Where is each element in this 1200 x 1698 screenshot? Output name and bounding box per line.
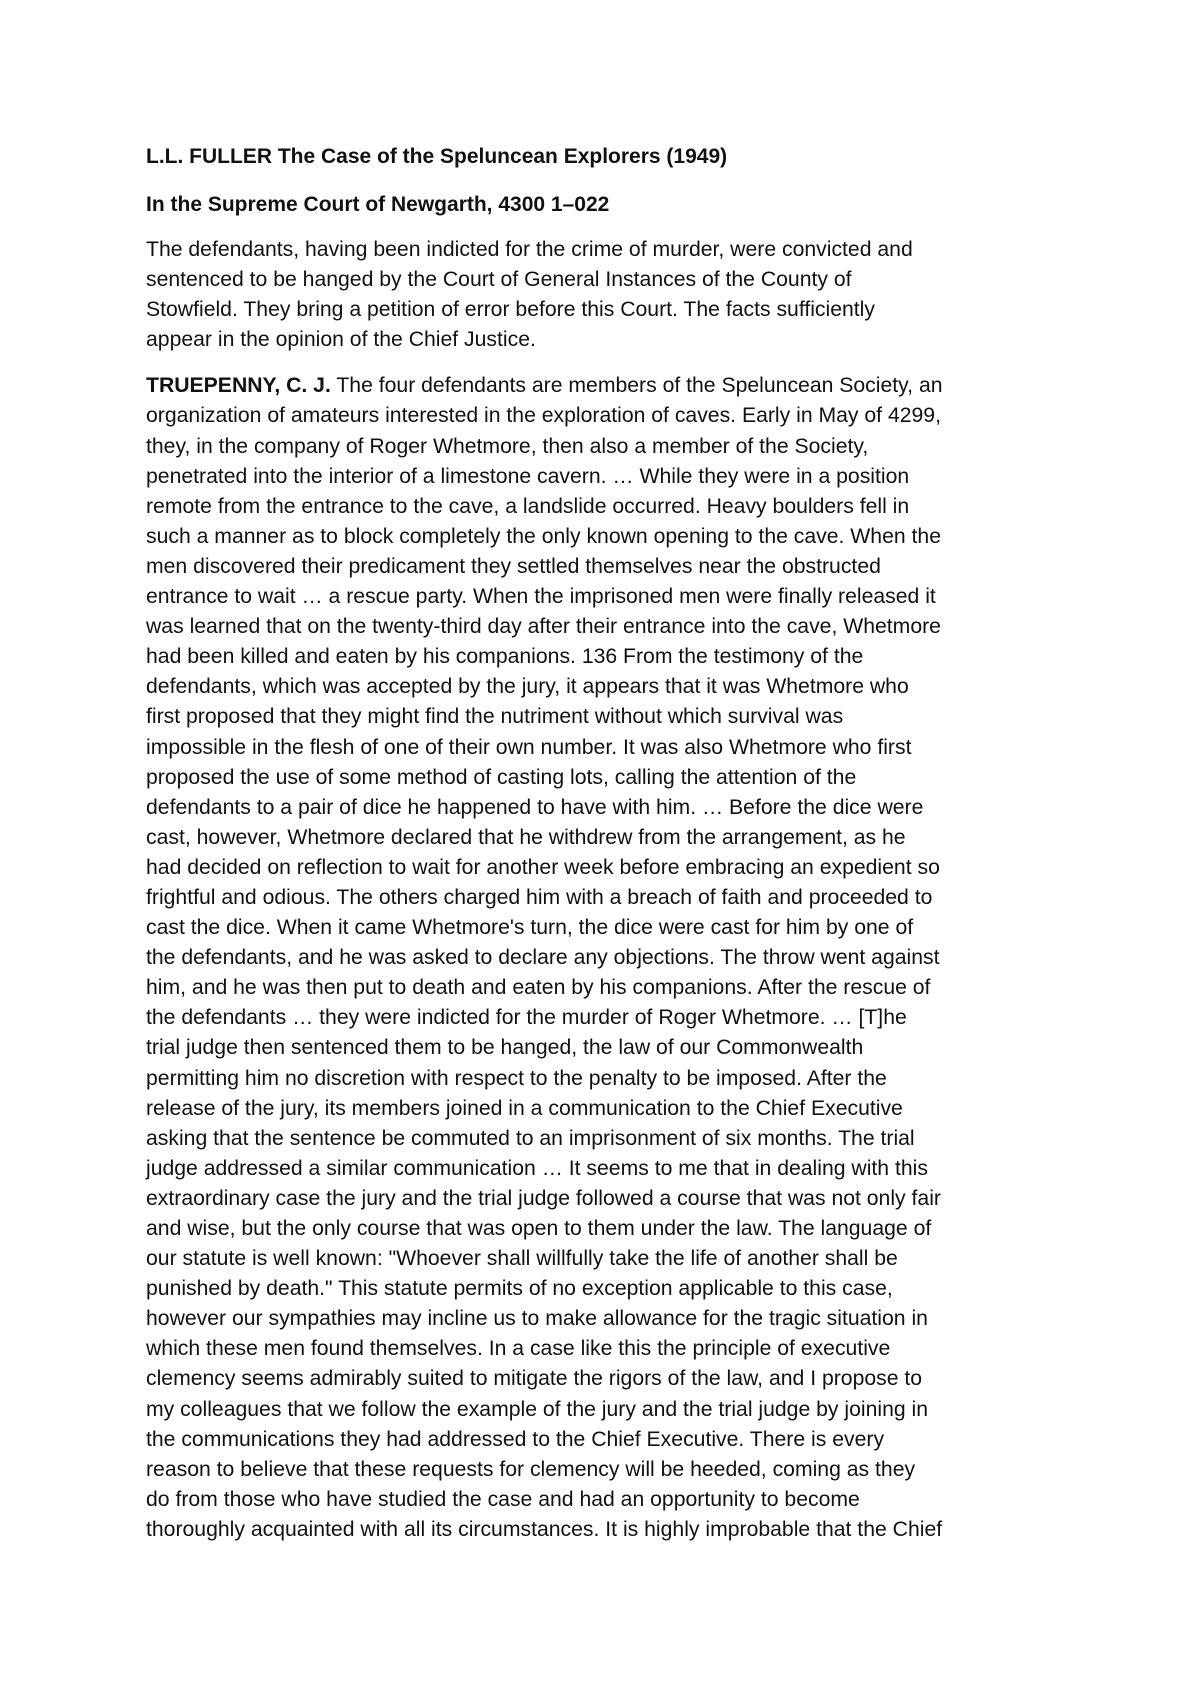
opinion-line: release of the jury, its members joined in a communication to the Chief Executive: [146, 1096, 903, 1120]
opinion-line: the defendants, and he was asked to declare any objections. The throw went against: [146, 946, 940, 970]
opinion-line: had decided on reflection to wait for another week before embracing an expedient so: [146, 855, 940, 879]
opinion-line: remote from the entrance to the cave, a landslide occurred. Heavy boulders fell in: [146, 494, 910, 518]
opinion-line: him, and he was then put to death and eaten by his companions. After the rescue of: [146, 976, 931, 1000]
opinion-line: thoroughly acquainted with all its circumstances. It is highly improbable that the Chief: [146, 1517, 943, 1541]
opinion-line: permitting him no discretion with respect to the penalty to be imposed. After the: [146, 1066, 887, 1090]
intro-line: The defendants, having been indicted for the crime of murder, were convicted and: [146, 238, 913, 261]
opinion-line: penetrated into the interior of a limestone cavern. … While they were in a position: [146, 464, 910, 488]
opinion-line: cast the dice. When it came Whetmore's turn, the dice were cast for him by one of: [146, 916, 914, 940]
intro-line: appear in the opinion of the Chief Justice.: [146, 328, 536, 352]
opinion-first-line-text: The four defendants are members of the Speluncean Society, an: [330, 374, 943, 398]
opinion-line: cast, however, Whetmore declared that he withdrew from the arrangement, as he: [146, 825, 906, 849]
opinion-line: and wise, but the only course that was open to them under the law. The language of: [146, 1217, 932, 1240]
opinion-line: however our sympathies may incline us to make allowance for the tragic situation in: [146, 1307, 928, 1331]
opinion-line: such a manner as to block completely the only known opening to the cave. When the: [146, 524, 941, 548]
opinion-line: judge addressed a similar communication … It seems to me that in dealing with this: [146, 1156, 928, 1180]
opinion-line: was learned that on the twenty-third day after their entrance into the cave, Whetmore: [146, 615, 941, 639]
opinion-line: extraordinary case the jury and the trial judge followed a course that was not only fair: [146, 1186, 941, 1210]
opinion-line: men discovered their predicament they settled themselves near the obstructed: [146, 554, 881, 578]
opinion-line: the communications they had addressed to the Chief Executive. There is every: [146, 1427, 885, 1451]
opinion-paragraph: [146, 371, 1066, 1545]
opinion-line: proposed the use of some method of casting lots, calling the attention of the: [146, 765, 857, 789]
intro-line: Stowfield. They bring a petition of error before this Court. The facts sufficiently: [146, 298, 875, 322]
document-subtitle: In the Supreme Court of Newgarth, 4300 1–022: [146, 193, 610, 216]
opinion-line: asking that the sentence be commuted to an imprisonment of six months. The trial: [146, 1126, 915, 1150]
opinion-line: the defendants … they were indicted for the murder of Roger Whetmore. … [T]he: [146, 1006, 907, 1030]
opinion-line: my colleagues that we follow the example of the jury and the trial judge by joining in: [146, 1397, 929, 1421]
opinion-line: which these men found themselves. In a case like this the principle of executive: [146, 1337, 891, 1361]
document-page: [146, 143, 1066, 1561]
opinion-line: first proposed that they might find the nutriment without which survival was: [146, 705, 844, 729]
opinion-line: impossible in the flesh of one of their own number. It was also Whetmore who first: [146, 735, 912, 759]
opinion-line: defendants, which was accepted by the jury, it appears that it was Whetmore who: [146, 675, 909, 699]
opinion-line: reason to believe that these requests for clemency will be heeded, coming as they: [146, 1457, 916, 1481]
opinion-body: [146, 401, 1066, 1545]
opinion-line: trial judge then sentenced them to be hanged, the law of our Commonwealth: [146, 1036, 864, 1060]
opinion-line: do from those who have studied the case and had an opportunity to become: [146, 1487, 860, 1511]
opinion-line: defendants to a pair of dice he happened to have with him. … Before the dice were: [146, 795, 924, 819]
intro-line: sentenced to be hanged by the Court of General Instances of the County of: [146, 268, 852, 292]
opinion-line: entrance to wait … a rescue party. When the imprisoned men were finally released it: [146, 585, 936, 609]
intro-paragraph: [146, 235, 1066, 355]
opinion-first-line: [146, 371, 1066, 401]
opinion-line: frightful and odious. The others charged him with a breach of faith and proceeded to: [146, 885, 933, 909]
document-title: L.L. FULLER The Case of the Speluncean Explorers (1949): [146, 145, 728, 168]
opinion-line: had been killed and eaten by his companions. 136 From the testimony of the: [146, 645, 864, 669]
opinion-line: our statute is well known: "Whoever shall willfully take the life of another shall be: [146, 1247, 898, 1271]
opinion-line: punished by death." This statute permits of no exception applicable to this case,: [146, 1277, 893, 1301]
opinion-line: organization of amateurs interested in the exploration of caves. Early in May of 4299,: [146, 404, 941, 428]
opinion-line: they, in the company of Roger Whetmore, then also a member of the Society,: [146, 434, 869, 458]
opinion-author: TRUEPENNY, C. J.: [146, 374, 331, 398]
opinion-line: clemency seems admirably suited to mitigate the rigors of the law, and I propose to: [146, 1367, 923, 1391]
